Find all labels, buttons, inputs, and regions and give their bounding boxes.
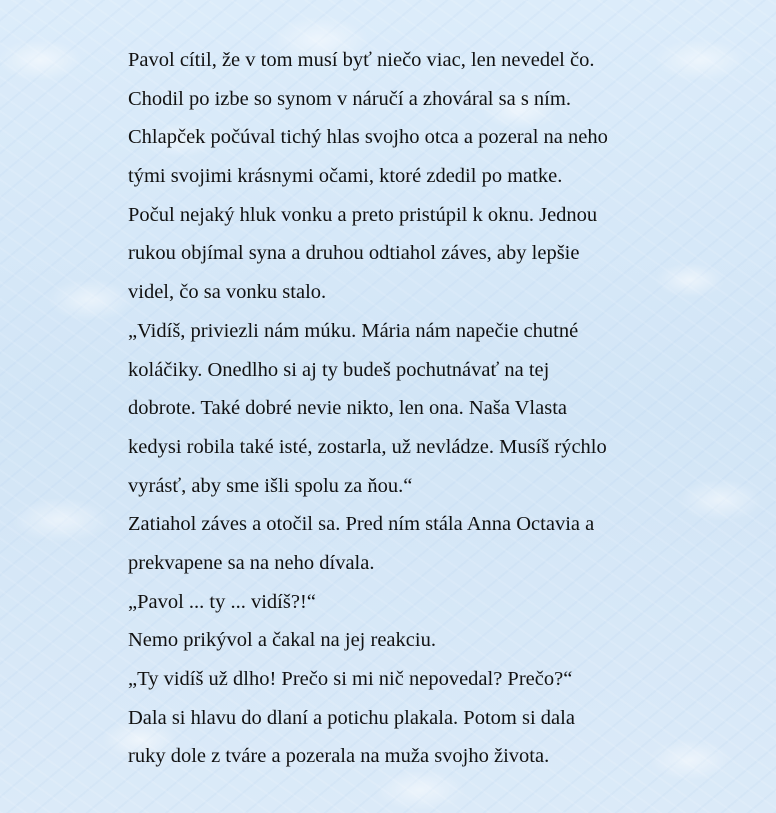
text-line: rukou objímal syna a druhou odtiahol záves, aby lepšie	[128, 242, 580, 265]
text-line: tými svojimi krásnymi očami, ktoré zdedil po matke.	[128, 165, 563, 188]
text-line: vyrásť, aby sme išli spolu za ňou.“	[128, 474, 413, 497]
text-line: Zatiahol záves a otočil sa. Pred ním stála Anna Octavia a	[128, 513, 595, 536]
text-line: videl, čo sa vonku stalo.	[128, 281, 327, 304]
text-line: „Ty vidíš už dlho! Prečo si mi nič nepovedal? Prečo?“	[128, 668, 573, 690]
story-text-block	[128, 41, 748, 776]
text-line: Nemo prikývol a čakal na jej reakciu.	[128, 629, 436, 652]
text-line: Chodil po izbe so synom v náručí a zhováral sa s ním.	[128, 87, 571, 110]
text-line: dobrote. Také dobré nevie nikto, len ona. Naša Vlasta	[128, 397, 567, 420]
text-line: Počul nejaký hluk vonku a preto pristúpil k oknu. Jednou	[128, 203, 598, 226]
text-line: Pavol cítil, že v tom musí byť niečo viac, len nevedel čo.	[128, 49, 595, 71]
text-line: ruky dole z tváre a pozerala na muža svojho života.	[128, 745, 550, 768]
text-line: prekvapene sa na neho dívala.	[128, 551, 375, 574]
text-line: kedysi robila také isté, zostarla, už nevládze. Musíš rýchlo	[128, 435, 607, 458]
text-line: koláčiky. Onedlho si aj ty budeš pochutnávať na tej	[128, 358, 550, 381]
text-line: „Pavol ... ty ... vidíš?!“	[128, 590, 316, 613]
text-line: Chlapček počúval tichý hlas svojho otca a pozeral na neho	[128, 126, 608, 149]
text-line: „Vidíš, priviezli nám múku. Mária nám napečie chutné	[128, 319, 579, 342]
text-line: Dala si hlavu do dlaní a potichu plakala. Potom si dala	[128, 706, 575, 729]
